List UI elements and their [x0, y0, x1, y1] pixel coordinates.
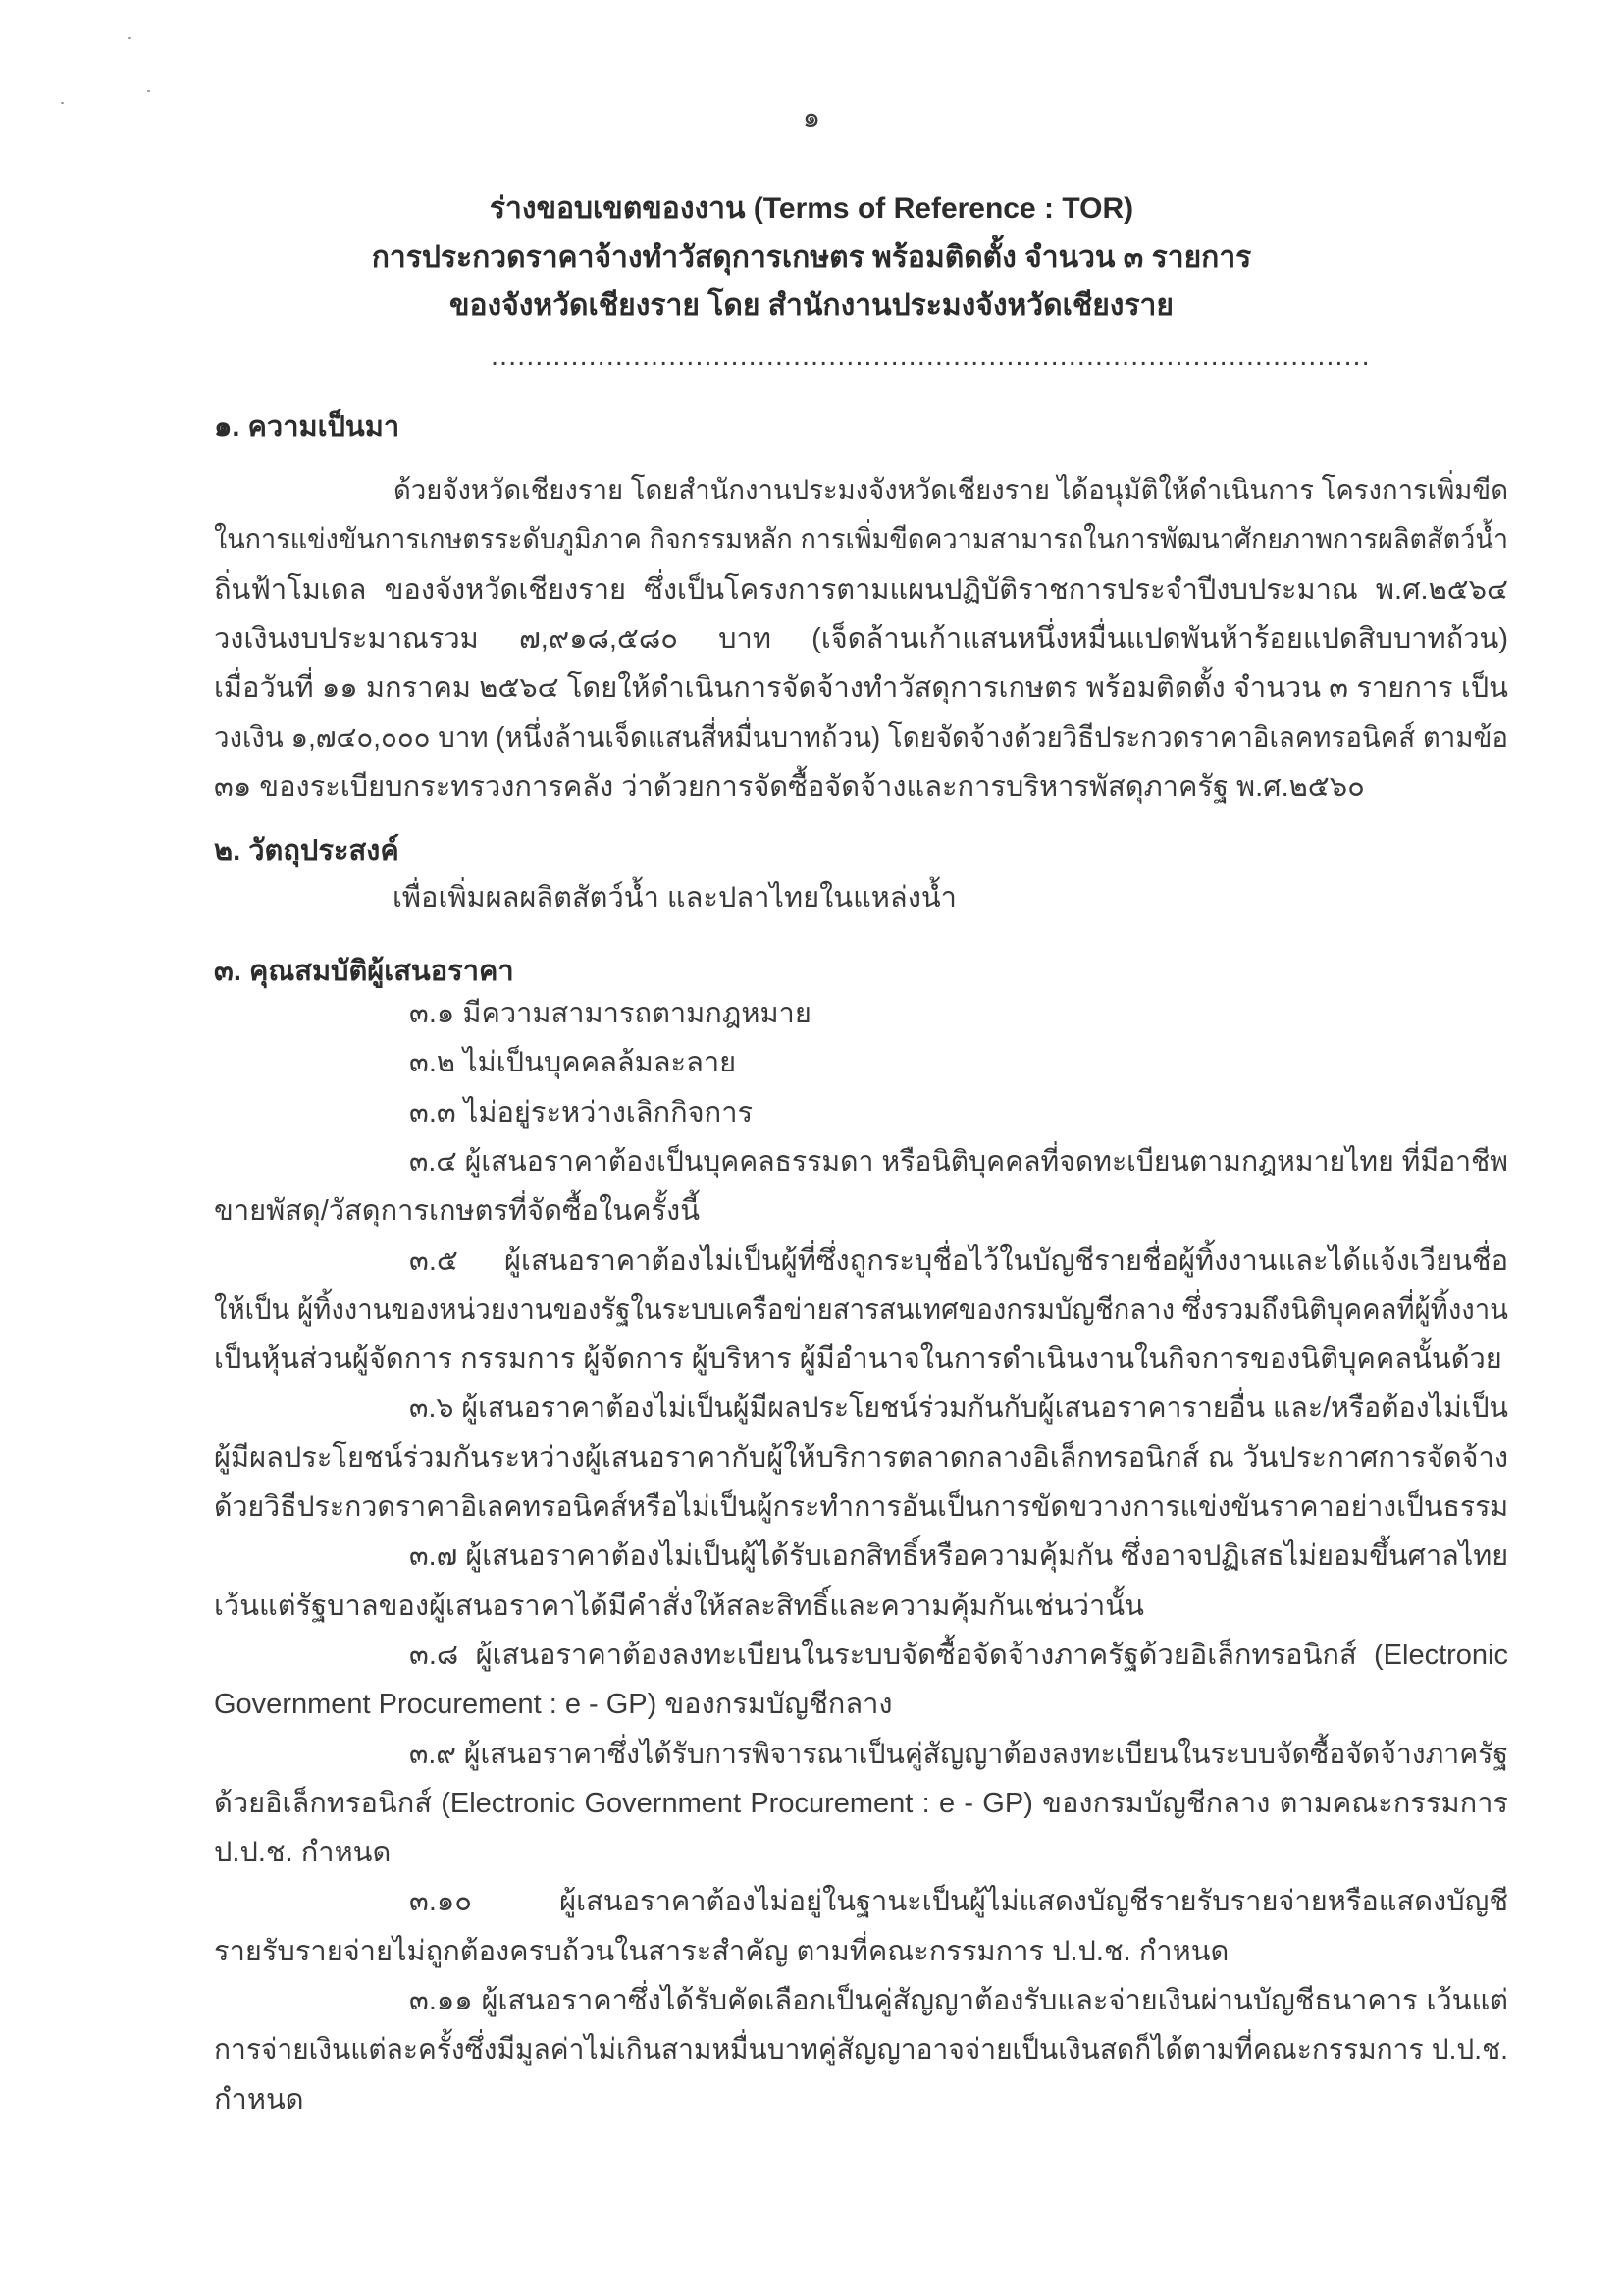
qualification-item-line: ด้วยวิธีประกวดราคาอิเลคทรอนิคส์หรือไม่เป็นผู้กระทำการอันเป็นการขัดขวางการแข่งขันราคาอย่างเป็นธรรม	[214, 1491, 1509, 1523]
qualification-item-line: รายรับรายจ่ายไม่ถูกต้องครบถ้วนในสาระสำคัญ ตามที่คณะกรรมการ ป.ป.ช. กำหนด	[214, 1935, 1230, 1967]
qualification-item-line: ๓.๑ มีความสามารถตามกฎหมาย	[409, 998, 812, 1029]
qualification-item-line: Government Procurement : e - GP) ของกรมบัญชีกลาง	[214, 1689, 893, 1721]
qualification-item-line: เป็นหุ้นส่วนผู้จัดการ กรรมการ ผู้จัดการ ผู้บริหาร ผู้มีอำนาจในการดำเนินงานในกิจการของนิติบุคคลนั้นด้วย	[214, 1343, 1502, 1376]
qualification-item-line: การจ่ายเงินแต่ละครั้งซึ่งมีมูลค่าไม่เกินสามหมื่นบาทคู่สัญญาอาจจ่ายเป็นเงินสดก็ได้ตามที่คณะกรรมการ ป.ป.ช.	[214, 2034, 1508, 2066]
document-title-line-3: ของจังหวัดเชียงราย โดย สำนักงานประมงจังหวัดเชียงราย	[449, 289, 1174, 322]
paragraph-line: ถิ่นฟ้าโมเดล ของจังหวัดเชียงราย ซึ่งเป็นโครงการตามแผนปฏิบัติราชการประจำปีงบประมาณ พ.ศ.๒๕๖๔	[214, 573, 1508, 605]
qualification-item-line: เว้นแต่รัฐบาลของผู้เสนอราคาได้มีคำสั่งให้สละสิทธิ์และความคุ้มกันเช่นว่านั้น	[214, 1590, 1144, 1622]
qualification-item-line: ๓.๑๐ ผู้เสนอราคาต้องไม่อยู่ในฐานะเป็นผู้ไม่แสดงบัญชีรายรับรายจ่ายหรือแสดงบัญชี	[409, 1886, 1508, 1918]
paragraph-line: วงเงิน ๑,๗๔๐,๐๐๐ บาท (หนึ่งล้านเจ็ดแสนสี่หมื่นบาทถ้วน) โดยจัดจ้างด้วยวิธีประกวดราคาอิเลคทรอนิคส์ ตามข้อ	[214, 721, 1508, 754]
qualification-item-line: ๓.๑๑ ผู้เสนอราคาซึ่งได้รับคัดเลือกเป็นคู่สัญญาต้องรับและจ่ายเงินผ่านบัญชีธนาคาร เว้นแต่	[409, 1985, 1508, 2016]
paragraph-line: วงเงินงบประมาณรวม ๗,๙๑๘,๕๘๐ บาท (เจ็ดล้านเก้าแสนหนึ่งหมื่นแปดพันห้าร้อยแปดสิบบาทถ้วน)	[214, 622, 1508, 654]
paragraph-line: ในการแข่งขันการเกษตรระดับภูมิภาค กิจกรรมหลัก การเพิ่มขีดความสามารถในการพัฒนาศักยภาพการผลิตสัตว์น้ำ	[214, 524, 1508, 556]
document-title-line-2: การประกวดราคาจ้างทำวัสดุการเกษตร พร้อมติดตั้ง จำนวน ๓ รายการ	[371, 241, 1252, 274]
paragraph-line: ด้วยจังหวัดเชียงราย โดยสำนักงานประมงจังหวัดเชียงราย ได้อนุมัติให้ดำเนินการ โครงการเพิ่มขีด	[393, 475, 1509, 506]
qualification-item-line: ๓.๔ ผู้เสนอราคาต้องเป็นบุคคลธรรมดา หรือนิติบุคคลที่จดทะเบียนตามกฎหมายไทย ที่มีอาชีพ	[409, 1145, 1508, 1177]
document-title-line-1: ร่างขอบเขตของงาน (Terms of Reference : TOR)	[489, 192, 1134, 225]
qualification-item-line: ผู้มีผลประโยชน์ร่วมกันระหว่างผู้เสนอราคากับผู้ให้บริการตลาดกลางอิเล็กทรอนิกส์ ณ วันประกาศการจัดจ้าง	[214, 1441, 1508, 1474]
section-heading: ๒. วัตถุประสงค์	[214, 835, 399, 866]
qualification-item-line: ๓.๖ ผู้เสนอราคาต้องไม่เป็นผู้มีผลประโยชน์ร่วมกันกับผู้เสนอราคารายอื่น และ/หรือต้องไม่เป็น	[409, 1392, 1508, 1425]
qualification-item-line: ให้เป็น ผู้ทิ้งงานของหน่วยงานของรัฐในระบบเครือข่ายสารสนเทศของกรมบัญชีกลาง ซึ่งรวมถึงนิติบุคคลที่ผู้ทิ้งงาน	[214, 1293, 1508, 1326]
title-separator: ...................................................................................................	[491, 340, 1371, 372]
paragraph-line: เมื่อวันที่ ๑๑ มกราคม ๒๕๖๔ โดยให้ดำเนินการจัดจ้างทำวัสดุการเกษตร พร้อมติดตั้ง จำนวน ๓ รายการ เป็น	[214, 672, 1508, 704]
qualification-item-line: ๓.๘ ผู้เสนอราคาต้องลงทะเบียนในระบบจัดซื้อจัดจ้างภาครัฐด้วยอิเล็กทรอนิกส์ (Electronic	[409, 1639, 1508, 1671]
qualification-item-line: ๓.๗ ผู้เสนอราคาต้องไม่เป็นผู้ได้รับเอกสิทธิ์หรือความคุ้มกัน ซึ่งอาจปฏิเสธไม่ยอมขึ้นศาลไทย	[409, 1540, 1509, 1573]
qualification-item-line: ๓.๕ ผู้เสนอราคาต้องไม่เป็นผู้ที่ซึ่งถูกระบุชื่อไว้ในบัญชีรายชื่อผู้ทิ้งงานและได้แจ้งเวียนชื่อ	[409, 1244, 1508, 1277]
qualification-item-line: ๓.๓ ไม่อยู่ระหว่างเลิกกิจการ	[409, 1096, 754, 1128]
scan-speck	[128, 37, 131, 39]
qualification-item-line: ขายพัสดุ/วัสดุการเกษตรที่จัดซื้อในครั้งนี้	[214, 1195, 701, 1227]
section-heading: ๓. คุณสมบัติผู้เสนอราคา	[214, 956, 514, 987]
paragraph-line: ๓๑ ของระเบียบกระทรวงการคลัง ว่าด้วยการจัดซื้อจัดจ้างและการบริหารพัสดุภาครัฐ พ.ศ.๒๕๖๐	[214, 770, 1365, 803]
scan-speck	[147, 90, 150, 92]
paragraph-line: เพื่อเพิ่มผลผลิตสัตว์น้ำ และปลาไทยในแหล่งน้ำ	[393, 882, 957, 913]
qualification-item-line: ด้วยอิเล็กทรอนิกส์ (Electronic Government Procurement : e - GP) ของกรมบัญชีกลาง ตามคณะกรรมการ	[214, 1787, 1508, 1819]
qualification-item-line: ๓.๙ ผู้เสนอราคาซึ่งได้รับการพิจารณาเป็นคู่สัญญาต้องลงทะเบียนในระบบจัดซื้อจัดจ้างภาครัฐ	[409, 1738, 1509, 1770]
section-heading: ๑. ความเป็นมา	[214, 411, 400, 443]
qualification-item-line: ป.ป.ช. กำหนด	[214, 1837, 392, 1869]
qualification-item-line: กำหนด	[214, 2083, 304, 2115]
page-number: ๑	[802, 102, 821, 133]
qualification-item-line: ๓.๒ ไม่เป็นบุคคลล้มละลาย	[409, 1047, 737, 1079]
